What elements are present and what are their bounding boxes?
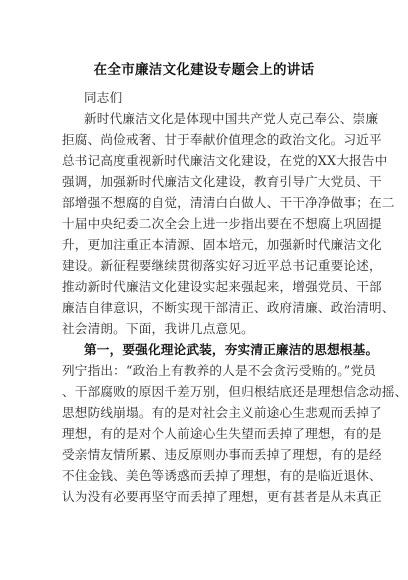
paragraph-line: 理想，有的是对个人前途心生失望而丢掉了理想，有的是 [62, 426, 382, 441]
document-title: 在全市廉洁文化建设专题会上的讲话 [93, 62, 315, 78]
section-heading: 第一，要强化理论武装，夯实清正廉洁的思想根基。 [84, 342, 379, 357]
paragraph-line: 建设。新征程要继续贯彻落实好习近平总书记重要论述， [62, 258, 382, 273]
paragraph-line: 思想防线崩塌。有的是对社会主义前途心生悲观而丢掉了 [62, 405, 382, 420]
paragraph-line: 新时代廉洁文化是体现中国共产党人克己奉公、崇廉 [84, 111, 379, 126]
paragraph-line: 升，更加注重正本清源、固本培元，加强新时代廉洁文化 [62, 237, 382, 252]
paragraph-line: 十届中央纪委二次全会上进一步指出要在不想腐上巩固提 [62, 216, 382, 231]
paragraph-line: 、干部腐败的原因千差万别，但归根结底还是理想信念动摇、 [62, 384, 408, 399]
paragraph-line: 不住金钱、美色等诱惑而丢掉了理想，有的是临近退休、 [62, 468, 382, 483]
paragraph-line: 受亲情友情所累、违反原则办事而丢掉了理想，有的是经 [62, 447, 382, 462]
paragraph-line: 拒腐、尚俭戒奢、甘于奉献价值理念的政治文化。习近平 [62, 132, 382, 147]
paragraph-line: 同志们 [84, 90, 123, 105]
paragraph-line: 认为没有必要再坚守而丢掉了理想，更有甚者是从未真正 [62, 489, 382, 504]
paragraph-line: 廉洁自律意识，不断实现干部清正、政府清廉、政治清明、 [62, 300, 395, 315]
paragraph-line: 社会清朗。下面，我讲几点意见。 [62, 321, 254, 336]
paragraph-line: 总书记高度重视新时代廉洁文化建设，在党的XX大报告中 [62, 153, 388, 168]
paragraph-line: 部增强不想腐的自觉，清清白白做人、干干净净做事；在二 [62, 195, 395, 210]
paragraph-line: 推动新时代廉洁文化建设实起来强起来，增强党员、干部 [62, 279, 382, 294]
paragraph-line: 列宁指出：“政治上有教养的人是不会贪污受贿的。”党员 [62, 363, 377, 378]
paragraph-line: 强调，加强新时代廉洁文化建设，教育引导广大党员、干 [62, 174, 382, 189]
document-body [62, 87, 408, 507]
